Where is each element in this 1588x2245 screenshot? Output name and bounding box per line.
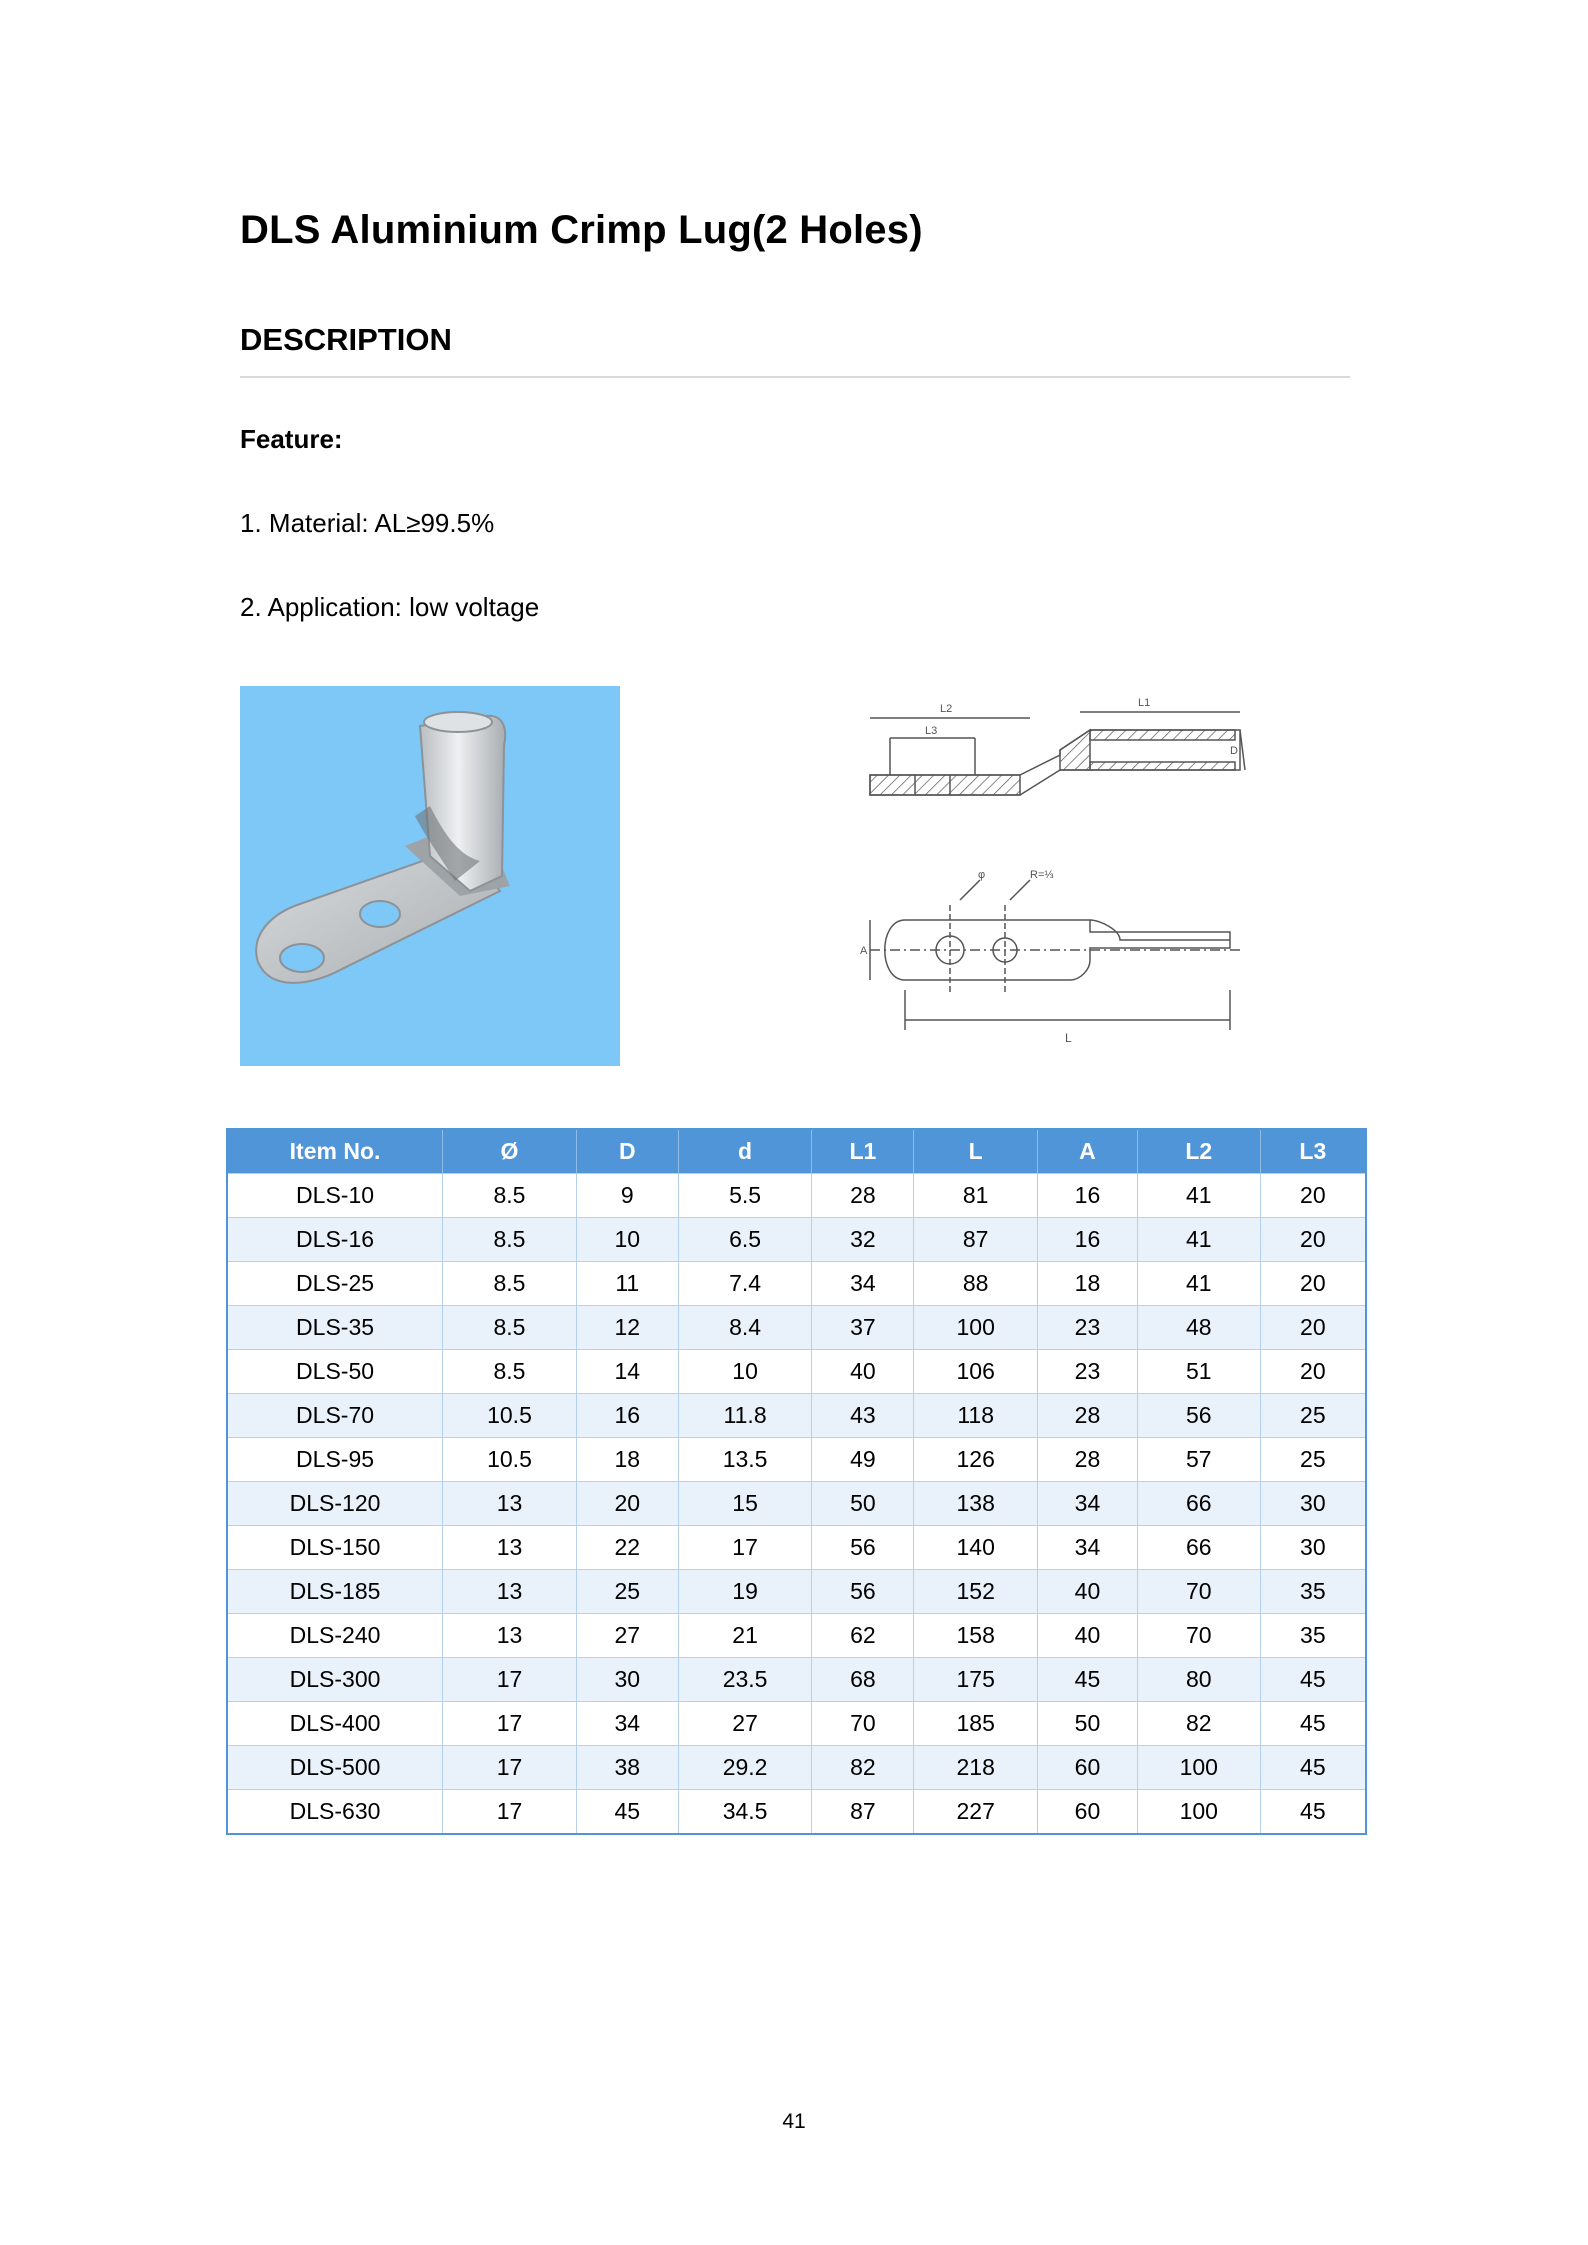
table-cell: 43 xyxy=(812,1394,914,1438)
table-cell: 19 xyxy=(678,1570,812,1614)
label-l3: L3 xyxy=(925,725,938,737)
table-cell: 6.5 xyxy=(678,1218,812,1262)
table-cell: 22 xyxy=(576,1526,678,1570)
column-header: A xyxy=(1038,1129,1138,1174)
item-number-cell: DLS-35 xyxy=(227,1306,443,1350)
table-cell: 175 xyxy=(914,1658,1038,1702)
product-photo xyxy=(240,686,620,1066)
table-cell: 11 xyxy=(576,1262,678,1306)
table-cell: 38 xyxy=(576,1746,678,1790)
table-cell: 45 xyxy=(1260,1746,1366,1790)
heading-divider xyxy=(240,376,1350,378)
table-cell: 87 xyxy=(914,1218,1038,1262)
label-a: A xyxy=(860,945,868,957)
table-row xyxy=(227,1262,1366,1306)
table-cell: 13.5 xyxy=(678,1438,812,1482)
table-cell: 16 xyxy=(1038,1218,1138,1262)
table-cell: 35 xyxy=(1260,1614,1366,1658)
table-cell: 23.5 xyxy=(678,1658,812,1702)
table-cell: 17 xyxy=(678,1526,812,1570)
page-title: DLS Aluminium Crimp Lug(2 Holes) xyxy=(240,208,923,252)
table-cell: 14 xyxy=(576,1350,678,1394)
feature-item-application: 2. Application: low voltage xyxy=(240,592,540,622)
table-cell: 45 xyxy=(1038,1658,1138,1702)
table-cell: 34.5 xyxy=(678,1790,812,1835)
table-cell: 10 xyxy=(678,1350,812,1394)
column-header: L2 xyxy=(1137,1129,1260,1174)
table-cell: 51 xyxy=(1137,1350,1260,1394)
table-cell: 25 xyxy=(576,1570,678,1614)
table-cell: 25 xyxy=(1260,1438,1366,1482)
table-cell: 50 xyxy=(1038,1702,1138,1746)
table-cell: 8.5 xyxy=(443,1174,577,1218)
table-cell: 41 xyxy=(1137,1174,1260,1218)
item-number-cell: DLS-240 xyxy=(227,1614,443,1658)
table-cell: 152 xyxy=(914,1570,1038,1614)
table-header-row xyxy=(227,1129,1366,1174)
table-cell: 82 xyxy=(812,1746,914,1790)
table-cell: 18 xyxy=(1038,1262,1138,1306)
table-cell: 29.2 xyxy=(678,1746,812,1790)
table-cell: 13 xyxy=(443,1526,577,1570)
top-view xyxy=(870,880,1240,1030)
table-cell: 21 xyxy=(678,1614,812,1658)
table-cell: 17 xyxy=(443,1702,577,1746)
column-header: L xyxy=(914,1129,1038,1174)
table-cell: 57 xyxy=(1137,1438,1260,1482)
table-row xyxy=(227,1306,1366,1350)
table-cell: 20 xyxy=(1260,1262,1366,1306)
column-header: D xyxy=(576,1129,678,1174)
label-l: L xyxy=(1065,1031,1072,1045)
table-cell: 20 xyxy=(1260,1218,1366,1262)
table-cell: 30 xyxy=(1260,1526,1366,1570)
item-number-cell: DLS-630 xyxy=(227,1790,443,1835)
table-cell: 30 xyxy=(576,1658,678,1702)
table-row xyxy=(227,1218,1366,1262)
table-cell: 158 xyxy=(914,1614,1038,1658)
table-cell: 66 xyxy=(1137,1526,1260,1570)
section-heading: DESCRIPTION xyxy=(240,322,452,357)
table-cell: 34 xyxy=(1038,1526,1138,1570)
table-cell: 40 xyxy=(1038,1614,1138,1658)
table-cell: 13 xyxy=(443,1614,577,1658)
table-cell: 218 xyxy=(914,1746,1038,1790)
table-cell: 227 xyxy=(914,1790,1038,1835)
table-cell: 13 xyxy=(443,1482,577,1526)
label-phi: φ xyxy=(978,869,986,881)
table-cell: 70 xyxy=(1137,1570,1260,1614)
label-r: R=⅓ xyxy=(1030,869,1054,881)
table-cell: 118 xyxy=(914,1394,1038,1438)
table-cell: 70 xyxy=(812,1702,914,1746)
table-cell: 48 xyxy=(1137,1306,1260,1350)
table-cell: 8.5 xyxy=(443,1262,577,1306)
table-row xyxy=(227,1394,1366,1438)
table-cell: 56 xyxy=(812,1570,914,1614)
table-cell: 18 xyxy=(576,1438,678,1482)
table-cell: 8.5 xyxy=(443,1218,577,1262)
table-cell: 20 xyxy=(576,1482,678,1526)
table-cell: 7.4 xyxy=(678,1262,812,1306)
table-cell: 50 xyxy=(812,1482,914,1526)
table-cell: 41 xyxy=(1137,1262,1260,1306)
spec-table xyxy=(226,1128,1367,1835)
table-cell: 27 xyxy=(678,1702,812,1746)
table-cell: 17 xyxy=(443,1658,577,1702)
column-header: Ø xyxy=(443,1129,577,1174)
item-number-cell: DLS-16 xyxy=(227,1218,443,1262)
table-cell: 34 xyxy=(1038,1482,1138,1526)
table-cell: 28 xyxy=(1038,1394,1138,1438)
label-d: D xyxy=(1230,745,1238,757)
table-cell: 27 xyxy=(576,1614,678,1658)
table-cell: 80 xyxy=(1137,1658,1260,1702)
table-cell: 8.5 xyxy=(443,1350,577,1394)
table-cell: 56 xyxy=(812,1526,914,1570)
item-number-cell: DLS-70 xyxy=(227,1394,443,1438)
item-number-cell: DLS-400 xyxy=(227,1702,443,1746)
table-cell: 88 xyxy=(914,1262,1038,1306)
label-l1: L1 xyxy=(1138,697,1151,709)
table-cell: 40 xyxy=(1038,1570,1138,1614)
table-row xyxy=(227,1658,1366,1702)
item-number-cell: DLS-500 xyxy=(227,1746,443,1790)
table-cell: 70 xyxy=(1137,1614,1260,1658)
column-header: d xyxy=(678,1129,812,1174)
table-cell: 140 xyxy=(914,1526,1038,1570)
column-header: L1 xyxy=(812,1129,914,1174)
table-cell: 45 xyxy=(1260,1790,1366,1835)
table-cell: 10.5 xyxy=(443,1394,577,1438)
table-cell: 17 xyxy=(443,1746,577,1790)
table-cell: 28 xyxy=(812,1174,914,1218)
item-number-cell: DLS-150 xyxy=(227,1526,443,1570)
table-cell: 20 xyxy=(1260,1174,1366,1218)
page-number: 41 xyxy=(782,2110,806,2133)
table-cell: 45 xyxy=(1260,1658,1366,1702)
item-number-cell: DLS-300 xyxy=(227,1658,443,1702)
technical-drawing xyxy=(860,690,1250,1060)
table-cell: 8.4 xyxy=(678,1306,812,1350)
table-cell: 81 xyxy=(914,1174,1038,1218)
feature-item-material: 1. Material: AL≥99.5% xyxy=(240,508,495,538)
table-cell: 17 xyxy=(443,1790,577,1835)
table-cell: 13 xyxy=(443,1570,577,1614)
label-l2: L2 xyxy=(940,703,953,715)
table-row xyxy=(227,1702,1366,1746)
item-number-cell: DLS-185 xyxy=(227,1570,443,1614)
table-cell: 62 xyxy=(812,1614,914,1658)
table-row xyxy=(227,1438,1366,1482)
item-number-cell: DLS-95 xyxy=(227,1438,443,1482)
item-number-cell: DLS-10 xyxy=(227,1174,443,1218)
table-cell: 15 xyxy=(678,1482,812,1526)
table-cell: 87 xyxy=(812,1790,914,1835)
feature-heading: Feature: xyxy=(240,424,343,454)
table-row xyxy=(227,1482,1366,1526)
table-row xyxy=(227,1350,1366,1394)
table-cell: 34 xyxy=(576,1702,678,1746)
table-body xyxy=(227,1174,1366,1835)
table-cell: 138 xyxy=(914,1482,1038,1526)
table-cell: 20 xyxy=(1260,1306,1366,1350)
table-cell: 16 xyxy=(576,1394,678,1438)
item-number-cell: DLS-120 xyxy=(227,1482,443,1526)
table-row xyxy=(227,1746,1366,1790)
table-cell: 23 xyxy=(1038,1350,1138,1394)
table-cell: 106 xyxy=(914,1350,1038,1394)
table-cell: 40 xyxy=(812,1350,914,1394)
table-cell: 10 xyxy=(576,1218,678,1262)
table-cell: 20 xyxy=(1260,1350,1366,1394)
table-cell: 60 xyxy=(1038,1790,1138,1835)
table-cell: 28 xyxy=(1038,1438,1138,1482)
table-cell: 41 xyxy=(1137,1218,1260,1262)
table-cell: 32 xyxy=(812,1218,914,1262)
table-cell: 60 xyxy=(1038,1746,1138,1790)
table-cell: 82 xyxy=(1137,1702,1260,1746)
table-row xyxy=(227,1570,1366,1614)
column-header: Item No. xyxy=(227,1129,443,1174)
column-header: L3 xyxy=(1260,1129,1366,1174)
table-cell: 100 xyxy=(1137,1790,1260,1835)
table-cell: 49 xyxy=(812,1438,914,1482)
table-cell: 45 xyxy=(576,1790,678,1835)
table-cell: 68 xyxy=(812,1658,914,1702)
table-cell: 56 xyxy=(1137,1394,1260,1438)
table-cell: 126 xyxy=(914,1438,1038,1482)
table-cell: 11.8 xyxy=(678,1394,812,1438)
table-cell: 5.5 xyxy=(678,1174,812,1218)
item-number-cell: DLS-25 xyxy=(227,1262,443,1306)
table-cell: 45 xyxy=(1260,1702,1366,1746)
table-cell: 25 xyxy=(1260,1394,1366,1438)
table-cell: 185 xyxy=(914,1702,1038,1746)
table-cell: 10.5 xyxy=(443,1438,577,1482)
table-cell: 30 xyxy=(1260,1482,1366,1526)
table-row xyxy=(227,1790,1366,1835)
table-cell: 8.5 xyxy=(443,1306,577,1350)
table-cell: 66 xyxy=(1137,1482,1260,1526)
table-cell: 37 xyxy=(812,1306,914,1350)
table-cell: 34 xyxy=(812,1262,914,1306)
table-row xyxy=(227,1614,1366,1658)
table-cell: 9 xyxy=(576,1174,678,1218)
table-row xyxy=(227,1174,1366,1218)
table-cell: 100 xyxy=(914,1306,1038,1350)
table-cell: 100 xyxy=(1137,1746,1260,1790)
table-cell: 23 xyxy=(1038,1306,1138,1350)
table-cell: 16 xyxy=(1038,1174,1138,1218)
table-cell: 12 xyxy=(576,1306,678,1350)
table-cell: 35 xyxy=(1260,1570,1366,1614)
table-row xyxy=(227,1526,1366,1570)
item-number-cell: DLS-50 xyxy=(227,1350,443,1394)
